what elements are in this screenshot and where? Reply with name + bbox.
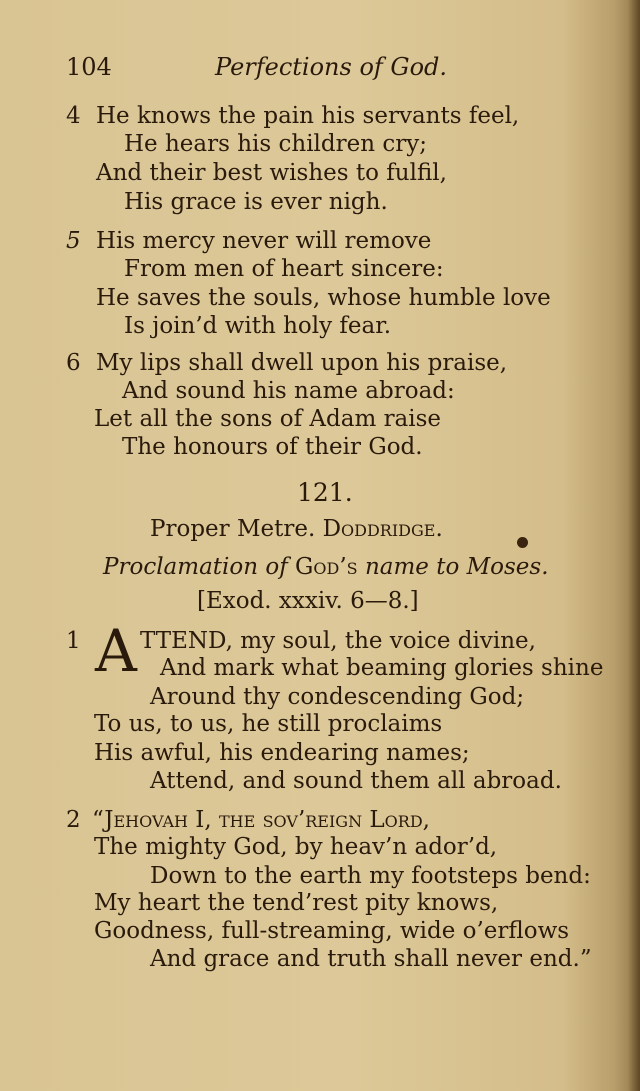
verse-line: His grace is ever nigh. bbox=[124, 189, 388, 215]
stanza-number: 1 bbox=[66, 628, 81, 654]
verse-line: Goodness, full-streaming, wide o’erflows bbox=[94, 918, 570, 944]
verse-line: He saves the souls, whose humble love bbox=[96, 285, 551, 311]
stanza-number: 5 bbox=[66, 228, 81, 254]
stanza-number: 4 bbox=[66, 103, 81, 129]
verse-line: His mercy never will remove bbox=[96, 228, 432, 254]
verse-line: “Jehovah I, the sov’reign Lord, bbox=[92, 807, 430, 833]
verse-line: He hears his children cry; bbox=[124, 131, 427, 157]
drop-cap: A bbox=[95, 617, 137, 685]
hymn-number: 121. bbox=[297, 478, 353, 507]
page-number: 104 bbox=[66, 53, 112, 81]
hymn-subject bbox=[103, 556, 549, 579]
verse-line: To us, to us, he still proclaims bbox=[94, 711, 443, 737]
running-title: Perfections of God. bbox=[215, 53, 448, 81]
verse-line: And grace and truth shall never end.” bbox=[150, 946, 592, 972]
verse-line: Down to the earth my footsteps bend: bbox=[150, 863, 591, 889]
verse-line: TTEND, my soul, the voice divine, bbox=[140, 628, 536, 654]
scripture-reference: [Exod. xxxiv. 6—8.] bbox=[197, 588, 419, 614]
verse-line: My heart the tend’rest pity knows, bbox=[94, 890, 499, 916]
page-edge-shadow bbox=[628, 0, 640, 1091]
hymn-author: Doddridge. bbox=[322, 516, 443, 542]
verse-line: Around thy condescending God; bbox=[150, 684, 525, 710]
verse-line: My lips shall dwell upon his praise, bbox=[96, 350, 508, 376]
verse-line: His awful, his endearing names; bbox=[94, 740, 470, 766]
verse-line: Let all the sons of Adam raise bbox=[94, 406, 442, 432]
verse-line: The mighty God, by heav’n ador’d, bbox=[94, 834, 498, 860]
verse-line: Is join’d with holy fear. bbox=[124, 313, 392, 339]
ink-blot bbox=[517, 537, 528, 548]
subject-god: God’s bbox=[295, 554, 358, 580]
subject-part-1: Proclamation of bbox=[103, 554, 288, 580]
verse-line: And sound his name abroad: bbox=[122, 378, 455, 404]
verse-line: The honours of their God. bbox=[122, 434, 423, 460]
verse-line: From men of heart sincere: bbox=[124, 256, 444, 282]
subject-part-2: name to Moses. bbox=[364, 554, 549, 580]
stanza-number: 6 bbox=[66, 350, 81, 376]
stanza-number: 2 bbox=[66, 807, 81, 833]
verse-line: He knows the pain his servants feel, bbox=[96, 103, 520, 129]
hymn-meter: Proper Metre. bbox=[150, 516, 316, 542]
hymn-meter-and-author bbox=[150, 518, 443, 541]
verse-line: Attend, and sound them all abroad. bbox=[150, 768, 562, 794]
verse-line: And mark what beaming glories shine bbox=[160, 655, 604, 681]
verse-line: And their best wishes to fulfil, bbox=[96, 160, 447, 186]
